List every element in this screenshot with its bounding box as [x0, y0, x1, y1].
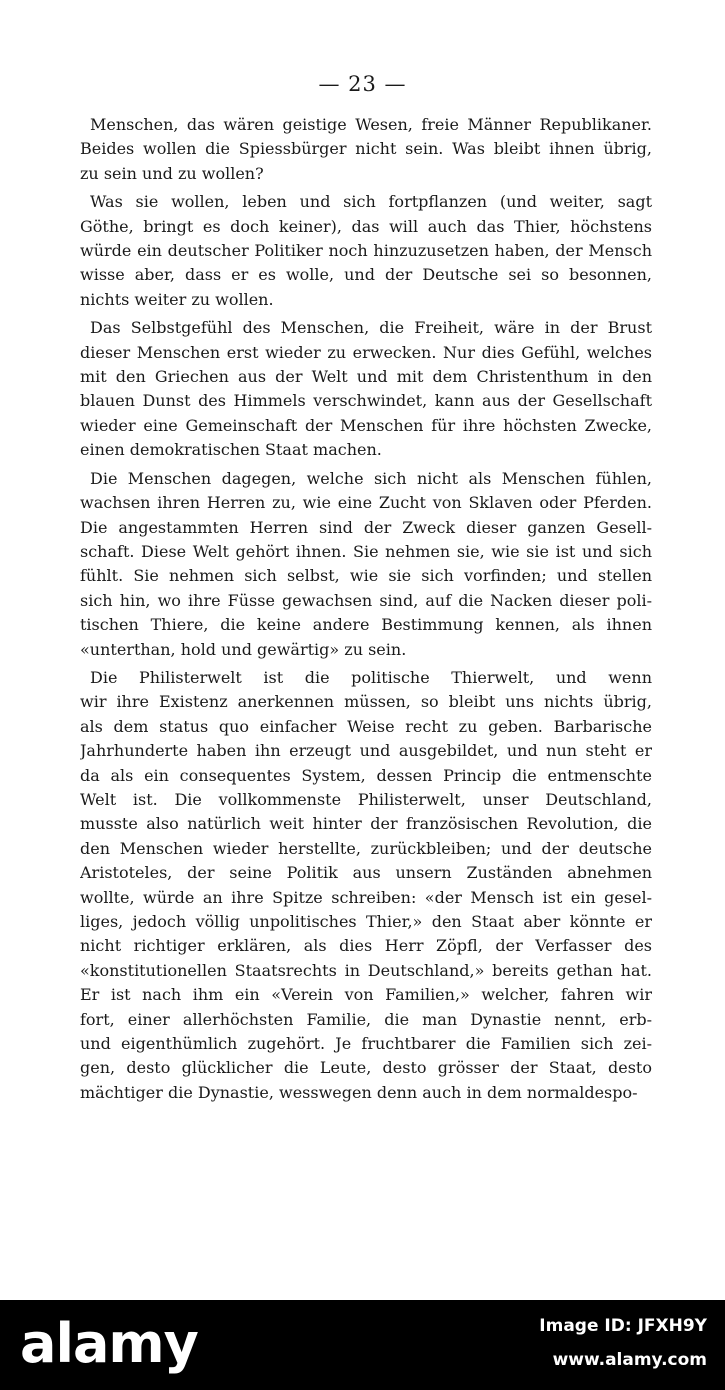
text-line: Die Menschen dagegen, welche sich nicht als Menschen fühlen, — [90, 468, 652, 488]
text-line: blauen Dunst des Himmels verschwindet, kann aus der Gesellschaft — [80, 391, 652, 411]
text-line: wir ihre Existenz anerkennen müssen, so bleibt uns nichts übrig, — [80, 692, 652, 712]
text-line: tischen Thiere, die keine andere Bestimmung kennen, als ihnen — [80, 615, 652, 635]
text-line: Er ist nach ihm ein «Verein von Familien,» welcher, fahren wir — [80, 985, 652, 1005]
text-line: wachsen ihren Herren zu, wie eine Zucht von Sklaven oder Pferden. — [80, 493, 652, 513]
text-line: sich hin, wo ihre Füsse gewachsen sind, auf die Nacken dieser poli- — [80, 590, 652, 610]
text-line: wieder eine Gemeinschaft der Menschen für ihre höchsten Zwecke, — [80, 415, 652, 435]
text-line: würde ein deutscher Politiker noch hinzuzusetzen haben, der Mensch — [80, 241, 652, 261]
image-id-label: Image ID: JFXH9Y — [539, 1316, 707, 1336]
text-line: musste also natürlich weit hinter der französischen Revolution, die — [80, 814, 652, 834]
text-line: nicht richtiger erklären, als dies Herr Zöpfl, der Verfasser des — [80, 936, 652, 956]
text-line: «konstitutionellen Staatsrechts in Deutschland,» bereits gethan hat. — [80, 960, 652, 980]
text-line: fühlt. Sie nehmen sich selbst, wie sie sich vorfinden; und stellen — [80, 566, 652, 586]
text-line: Göthe, bringt es doch keiner), das will auch das Thier, höchstens — [80, 216, 652, 236]
text-line: liges, jedoch völlig unpolitisches Thier,» den Staat aber könnte er — [80, 912, 652, 931]
text-line: Menschen, das wären geistige Wesen, freie Männer Republikaner. — [90, 115, 652, 134]
text-line: da als ein consequentes System, dessen Princip die entmenschte — [80, 765, 652, 785]
text-line: schaft. Diese Welt gehört ihnen. Sie nehmen sie, wie sie ist und sich — [80, 541, 652, 561]
watermark-banner — [0, 1300, 725, 1390]
text-line: Aristoteles, der seine Politik aus unsern Zuständen abnehmen — [80, 863, 652, 883]
paragraph — [80, 316, 652, 462]
text-line: Beides wollen die Spiessbürger nicht sein. Was bleibt ihnen übrig, — [80, 139, 652, 159]
text-line: wollte, würde an ihre Spitze schreiben: «der Mensch ist ein gesel- — [80, 887, 652, 907]
text-line: dieser Menschen erst wieder zu erwecken. Nur dies Gefühl, welches — [80, 342, 652, 362]
paragraph — [80, 190, 652, 312]
text-line: nichts weiter zu wollen. — [80, 289, 274, 309]
page-number: — 23 — — [318, 72, 407, 96]
text-line: als dem status quo einfacher Weise recht zu geben. Barbarische — [80, 716, 652, 736]
paragraph — [80, 113, 652, 186]
text-line: Welt ist. Die vollkommenste Philisterwelt, unser Deutschland, — [80, 789, 652, 809]
text-line: den Menschen wieder herstellte, zurückbleiben; und der deutsche — [80, 838, 652, 858]
text-line: und eigenthümlich zugehört. Je fruchtbarer die Familien sich zei- — [80, 1034, 652, 1054]
text-line: gen, desto glücklicher die Leute, desto grösser der Staat, desto — [80, 1058, 652, 1078]
text-line: fort, einer allerhöchsten Familie, die man Dynastie nennt, erb- — [80, 1009, 652, 1029]
text-line: mit den Griechen aus der Welt und mit dem Christenthum in den — [80, 367, 652, 387]
text-line: einen demokratischen Staat machen. — [80, 440, 382, 460]
text-line: Was sie wollen, leben und sich fortpflanzen (und weiter, sagt — [90, 192, 652, 212]
text-line: mächtiger die Dynastie, wesswegen denn auch in dem normaldespo- — [80, 1082, 638, 1102]
paragraph — [80, 666, 652, 1105]
text-line: Die angestammten Herren sind der Zweck dieser ganzen Gesell- — [80, 517, 652, 537]
alamy-logo: alamy — [20, 1312, 198, 1375]
text-line: wisse aber, dass er es wolle, und der Deutsche sei so besonnen, — [80, 265, 652, 285]
body-text — [80, 113, 652, 1109]
text-line: Die Philisterwelt ist die politische Thierwelt, und wenn — [90, 667, 652, 687]
paragraph — [80, 467, 652, 662]
text-line: Das Selbstgefühl des Menschen, die Freiheit, wäre in der Brust — [90, 318, 652, 338]
text-line: zu sein und zu wollen? — [80, 163, 264, 183]
text-line: Jahrhunderte haben ihn erzeugt und ausgebildet, und nun steht er — [80, 741, 652, 761]
text-line: «unterthan, hold und gewärtig» zu sein. — [80, 639, 407, 659]
site-url: www.alamy.com — [552, 1350, 707, 1370]
